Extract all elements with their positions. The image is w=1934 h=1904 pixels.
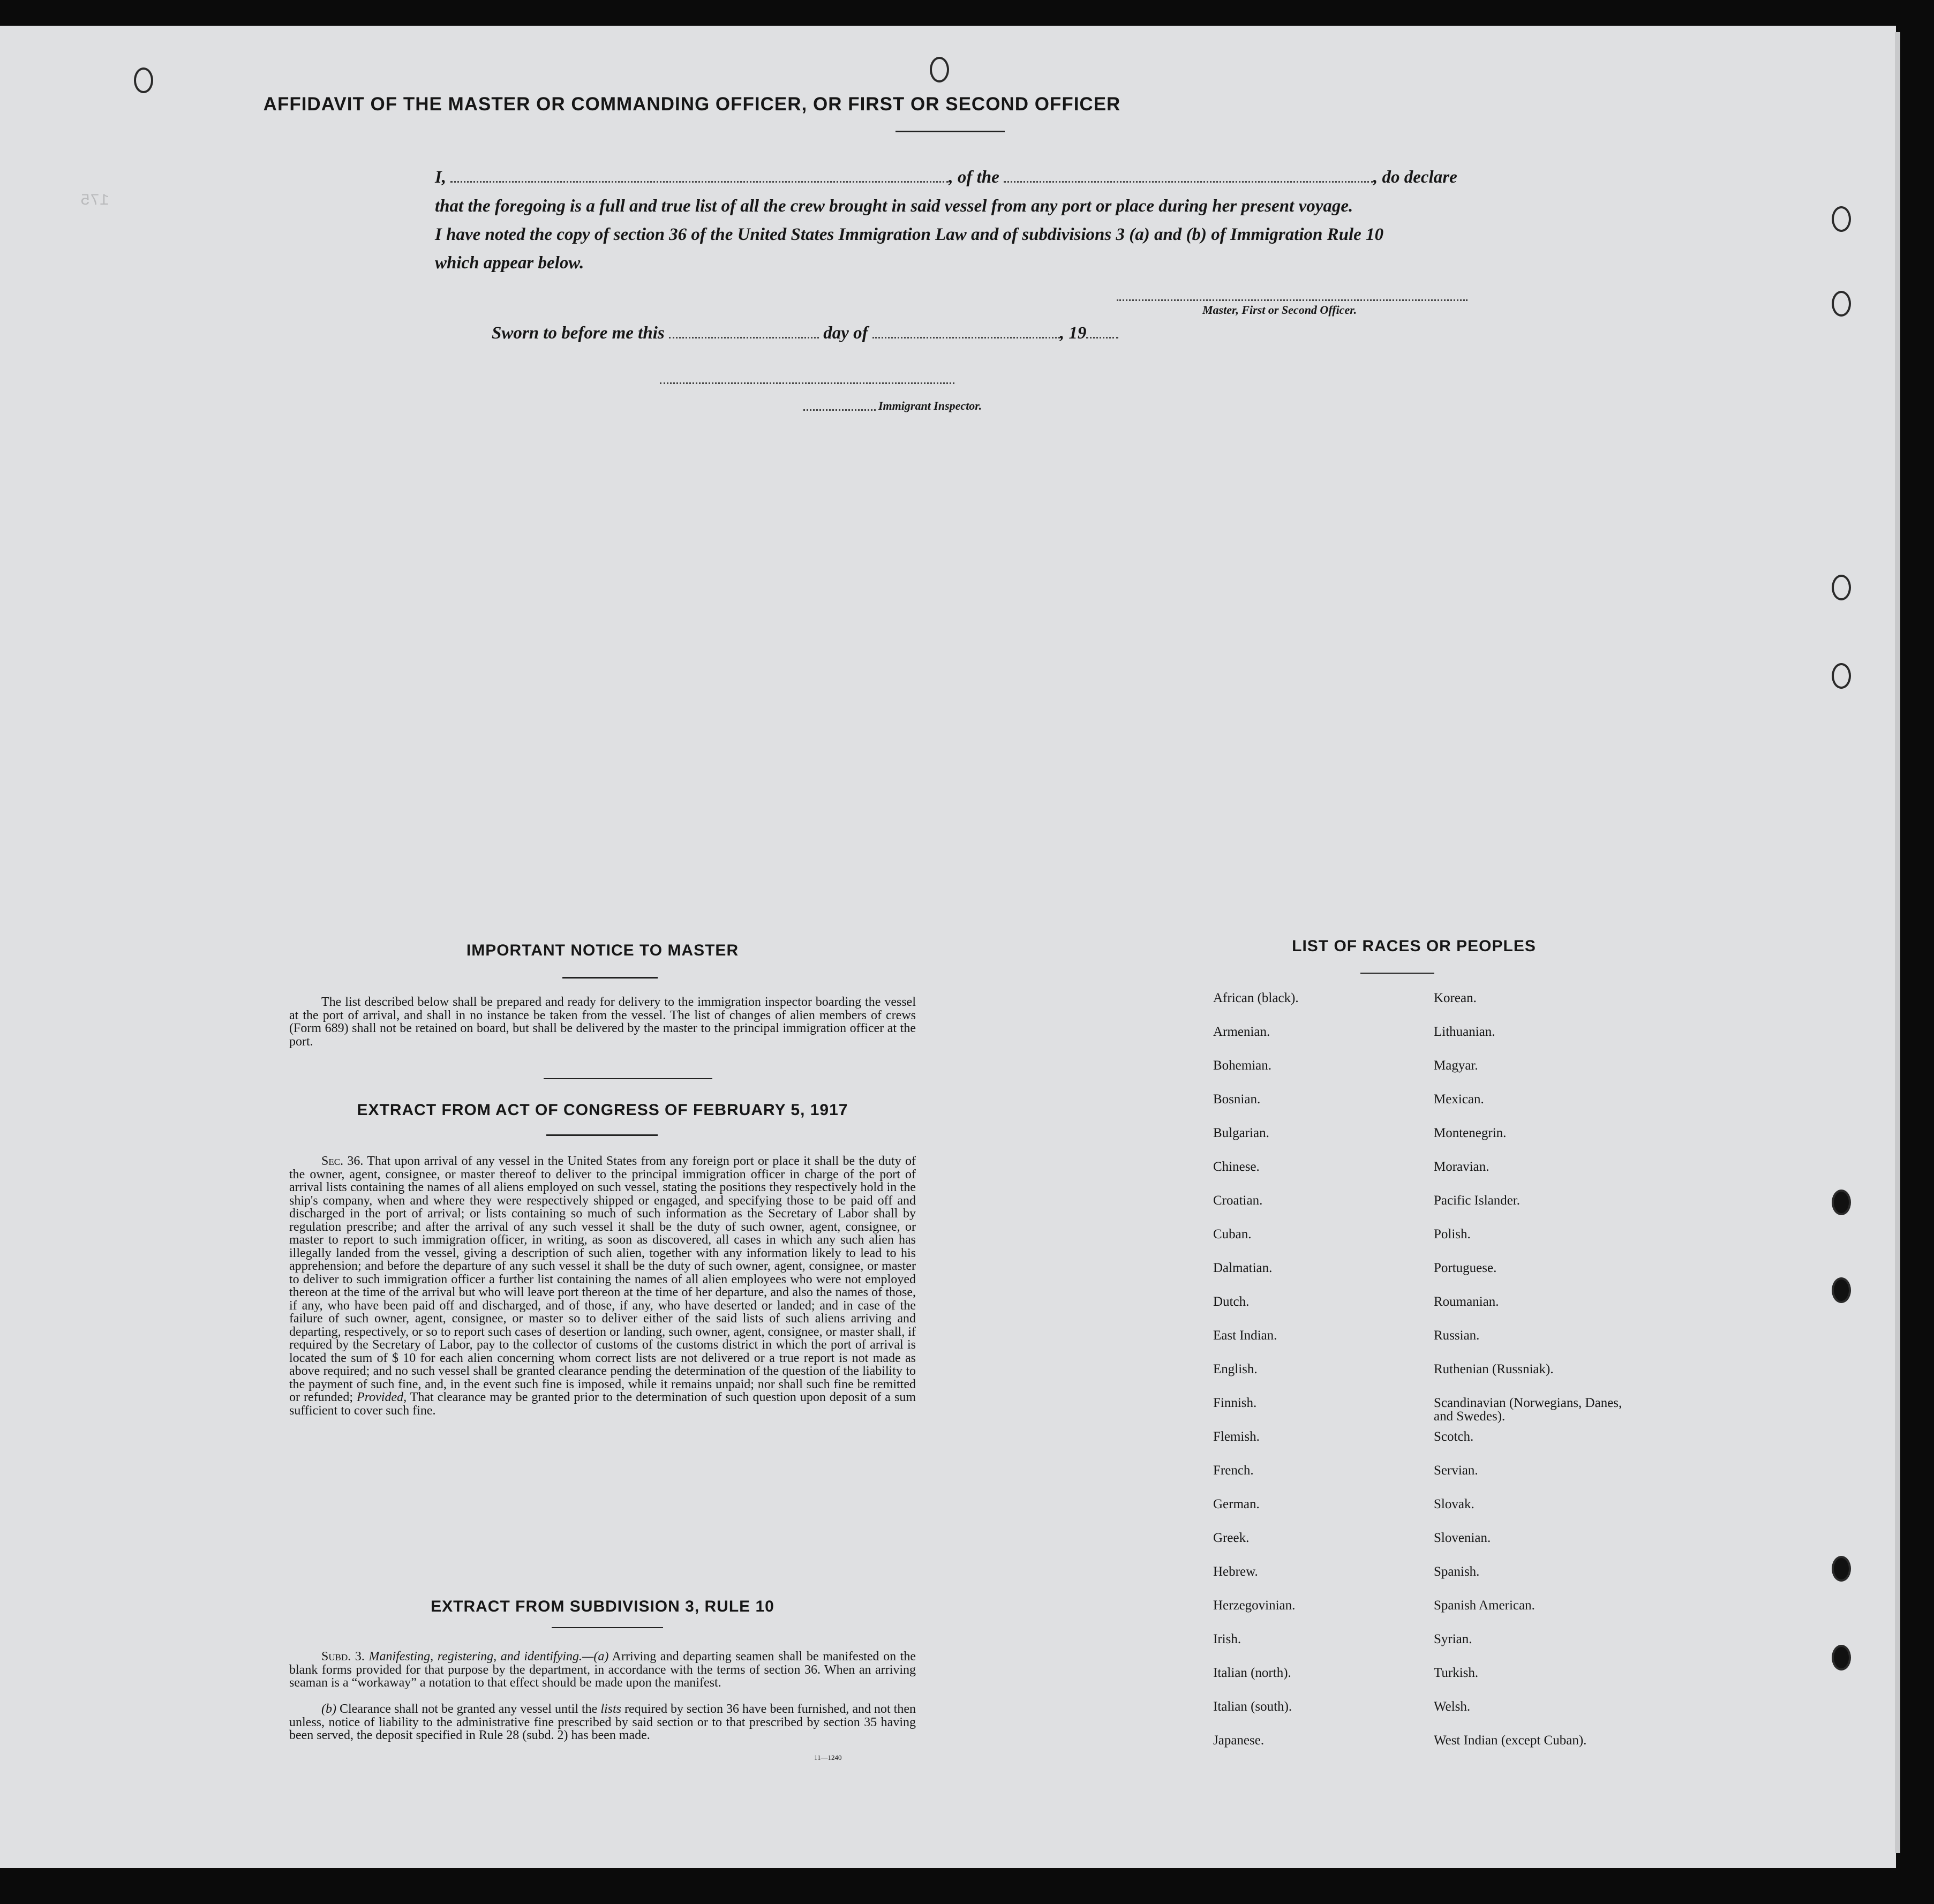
race-item: Bohemian. — [1213, 1058, 1272, 1073]
act-body: That upon arrival of any vessel in the United States from any foreign port or place it shall be the duty of the owner, agent, consignee, or master thereof to deliver to the principal immigration officer in charge of the port of arrival lists containing the names of all aliens employed on such vessel, stating the positions they respectively hold in the ship's company, when and where they were respectively shipped or engaged, and specifying those to be paid off and discharged in the port of arrival; or lists containing so much of such information as the Secretary of Labor shall by regulation prescribe; and after the arrival of any such vessel it shall be the duty of such owner, agent, consignee, or master to report to such immigration officer, in writing, as soon as discovered, all cases in which any such alien has illegally landed from the vessel, giving a description of such alien, together with any information likely to lead to his apprehension; and before the departure of any such vessel it shall be the duty of such owner, agent, consignee, or master to deliver to such immigration officer a further list containing the names of all alien employees who were not employed thereon at the time of the arrival but who will leave port thereon at the time of her departure, and also the names of those, if any, who have been paid off and discharged, and of those, if any, who have deserted or landed; and in case of the failure of such owner, agent, consignee, or master so to deliver either of the said lists of such aliens arriving and departing, respectively, or so to report such cases of desertion or landing, such owner, agent, consignee, or master shall, if required by the Secretary of Labor, pay to the collector of customs of the customs district in which the port of arrival is located the sum of $ 10 for each alien concerning whom correct lists are not delivered or a true report is not made as above required; and no such vessel shall be granted clearance pending the determination of the question of the liability to the payment of such fine, and, in the event such fine is imposed, while it remains unpaid; nor shall such fine be remitted or refunded; — [289, 1154, 916, 1404]
race-item: French. — [1213, 1463, 1254, 1478]
race-item: English. — [1213, 1362, 1258, 1376]
month-blank — [872, 336, 1060, 338]
binder-hole — [1832, 1645, 1851, 1670]
act-text — [289, 1155, 916, 1417]
rule-b-label: (b) — [321, 1702, 336, 1716]
act-body-end: That clearance may be granted prior to the determination of such question upon deposit of a sum sufficient to cover such fine. — [289, 1390, 916, 1418]
vessel-name-blank — [1004, 180, 1373, 183]
race-item: East Indian. — [1213, 1328, 1277, 1343]
race-item: Cuban. — [1213, 1227, 1252, 1241]
form-number: 11—1240 — [814, 1754, 842, 1762]
race-item: Roumanian. — [1434, 1295, 1499, 1309]
race-item: Bulgarian. — [1213, 1126, 1269, 1140]
binder-hole — [1832, 291, 1851, 317]
binder-hole — [1832, 1556, 1851, 1582]
race-item: Herzegovinian. — [1213, 1598, 1296, 1613]
race-item: Spanish American. — [1434, 1598, 1535, 1613]
race-item: Scotch. — [1434, 1429, 1474, 1444]
day-of-text: day of — [823, 323, 868, 343]
affidavit-line-2: that the foregoing is a full and true list of all the crew brought in said vessel from any port or place during her present voyage. — [435, 197, 1353, 216]
sec-label: Sec. 36. — [321, 1154, 364, 1168]
races-column-1 — [1213, 991, 1417, 1767]
divider — [562, 977, 658, 979]
bleedthrough-page-number: 175 — [80, 192, 110, 210]
race-item: Lithuanian. — [1434, 1025, 1495, 1039]
races-heading: LIST OF RACES OR PEOPLES — [1292, 937, 1536, 955]
race-item: Slovak. — [1434, 1497, 1474, 1511]
subd-title: Manifesting, registering, and identifying.—(a) — [368, 1650, 609, 1664]
affidavit-i: I, — [435, 168, 447, 187]
race-item: Slovenian. — [1434, 1531, 1491, 1545]
rule-para-a — [289, 1650, 916, 1690]
race-item: Bosnian. — [1213, 1092, 1261, 1107]
sheet-edge — [1895, 32, 1900, 1853]
race-item: Croatian. — [1213, 1193, 1263, 1208]
affidavit-of-the: , of the — [949, 168, 999, 187]
binder-hole — [1832, 575, 1851, 600]
rule-b-lists: lists — [600, 1702, 621, 1716]
sworn-text: Sworn to before me this — [492, 323, 665, 343]
race-item: Magyar. — [1434, 1058, 1478, 1073]
act-provided: Provided, — [357, 1390, 407, 1404]
affidavit-line-3: I have noted the copy of section 36 of the United States Immigration Law and of subdivisions 3 (a) and (b) of Immigration Rule 10 — [435, 225, 1384, 244]
rule-para-b — [289, 1703, 916, 1742]
affidavit-do-declare: , do declare — [1373, 168, 1457, 187]
binder-hole — [930, 57, 949, 82]
binder-hole — [1832, 663, 1851, 689]
race-item: West Indian (except Cuban). — [1434, 1733, 1587, 1748]
year-prefix: , 19 — [1059, 323, 1087, 343]
race-item: African (black). — [1213, 991, 1299, 1005]
divider — [552, 1627, 663, 1628]
notice-heading: IMPORTANT NOTICE TO MASTER — [466, 942, 739, 959]
race-item: Russian. — [1434, 1328, 1480, 1343]
race-item: Montenegrin. — [1434, 1126, 1507, 1140]
affidavit-line-1 — [435, 168, 1471, 187]
race-item: Scandinavian (Norwegians, Danes, and Swedes). — [1434, 1396, 1622, 1424]
race-item: Italian (south). — [1213, 1699, 1292, 1714]
binder-hole — [134, 67, 153, 93]
affidavit-title: AFFIDAVIT OF THE MASTER OR COMMANDING OFFICER, OR FIRST OR SECOND OFFICER — [263, 94, 1121, 115]
race-item: Italian (north). — [1213, 1666, 1291, 1680]
races-column-2 — [1434, 991, 1637, 1767]
affidavit-line-4: which appear below. — [435, 253, 584, 273]
race-item: Syrian. — [1434, 1632, 1472, 1646]
race-item: Flemish. — [1213, 1429, 1260, 1444]
notice-text: The list described below shall be prepared and ready for delivery to the immigration inspector boarding the vessel at the port of arrival, and shall in no instance be taken from the vessel. The list of changes of alien members of crews (Form 689) shall not be retained on board, but shall be delivered by the master to the principal immigration officer at the port. — [289, 995, 916, 1049]
document-sheet — [0, 26, 1896, 1868]
rule-b-text-1: Clearance shall not be granted any vessel until the — [340, 1702, 598, 1716]
race-item: Dalmatian. — [1213, 1261, 1273, 1275]
master-signature-label: Master, First or Second Officer. — [1202, 303, 1357, 317]
binder-hole — [1832, 1190, 1851, 1215]
race-item: Welsh. — [1434, 1699, 1471, 1714]
race-item: Dutch. — [1213, 1295, 1250, 1309]
day-blank — [669, 336, 819, 338]
race-item: German. — [1213, 1497, 1260, 1511]
rule-heading: EXTRACT FROM SUBDIVISION 3, RULE 10 — [431, 1598, 774, 1615]
rule-b-text-2: required by section 36 have been furnished, and not then unless, notice of liability to the administrative fine prescribed by said section or to that prescribed by section 35 having been served, the deposit specified in Rule 28 (subd. 2) has been made. — [289, 1702, 916, 1742]
race-item: Korean. — [1434, 991, 1477, 1005]
race-item: Mexican. — [1434, 1092, 1484, 1107]
race-item: Finnish. — [1213, 1396, 1257, 1410]
act-heading: EXTRACT FROM ACT OF CONGRESS OF FEBRUARY 5, 1917 — [357, 1101, 848, 1119]
binder-hole — [1832, 206, 1851, 232]
crew-member-blank — [450, 180, 949, 183]
race-item: Chinese. — [1213, 1160, 1260, 1174]
rule-a-text: Arriving and departing seamen shall be manifested on the blank forms provided for that purpose by the department, in accordance with the terms of section 36. When an arriving seaman is a “workaway” a notation to that effect should be made upon the manifest. — [289, 1650, 916, 1690]
sworn-line — [492, 323, 1118, 343]
inspector-signature-label: Immigrant Inspector. — [878, 399, 982, 412]
race-item: Hebrew. — [1213, 1564, 1258, 1579]
year-blank — [1086, 336, 1118, 338]
race-item: Pacific Islander. — [1434, 1193, 1521, 1208]
subd-label: Subd. 3. — [321, 1650, 365, 1664]
divider — [544, 1078, 712, 1079]
race-item: Moravian. — [1434, 1160, 1489, 1174]
divider — [1360, 973, 1434, 974]
master-signature-line — [1117, 299, 1468, 301]
race-item: Irish. — [1213, 1632, 1241, 1646]
race-item: Greek. — [1213, 1531, 1250, 1545]
race-item: Polish. — [1434, 1227, 1471, 1241]
race-item: Portuguese. — [1434, 1261, 1497, 1275]
binder-hole — [1832, 1277, 1851, 1303]
inspector-signature-line — [660, 382, 954, 384]
race-item: Ruthenian (Russniak). — [1434, 1362, 1554, 1376]
inspector-dots — [803, 409, 876, 411]
race-item: Armenian. — [1213, 1025, 1270, 1039]
race-item: Servian. — [1434, 1463, 1478, 1478]
race-item: Spanish. — [1434, 1564, 1480, 1579]
race-item: Japanese. — [1213, 1733, 1265, 1748]
divider — [546, 1134, 658, 1136]
divider — [895, 131, 1005, 132]
race-item: Turkish. — [1434, 1666, 1479, 1680]
